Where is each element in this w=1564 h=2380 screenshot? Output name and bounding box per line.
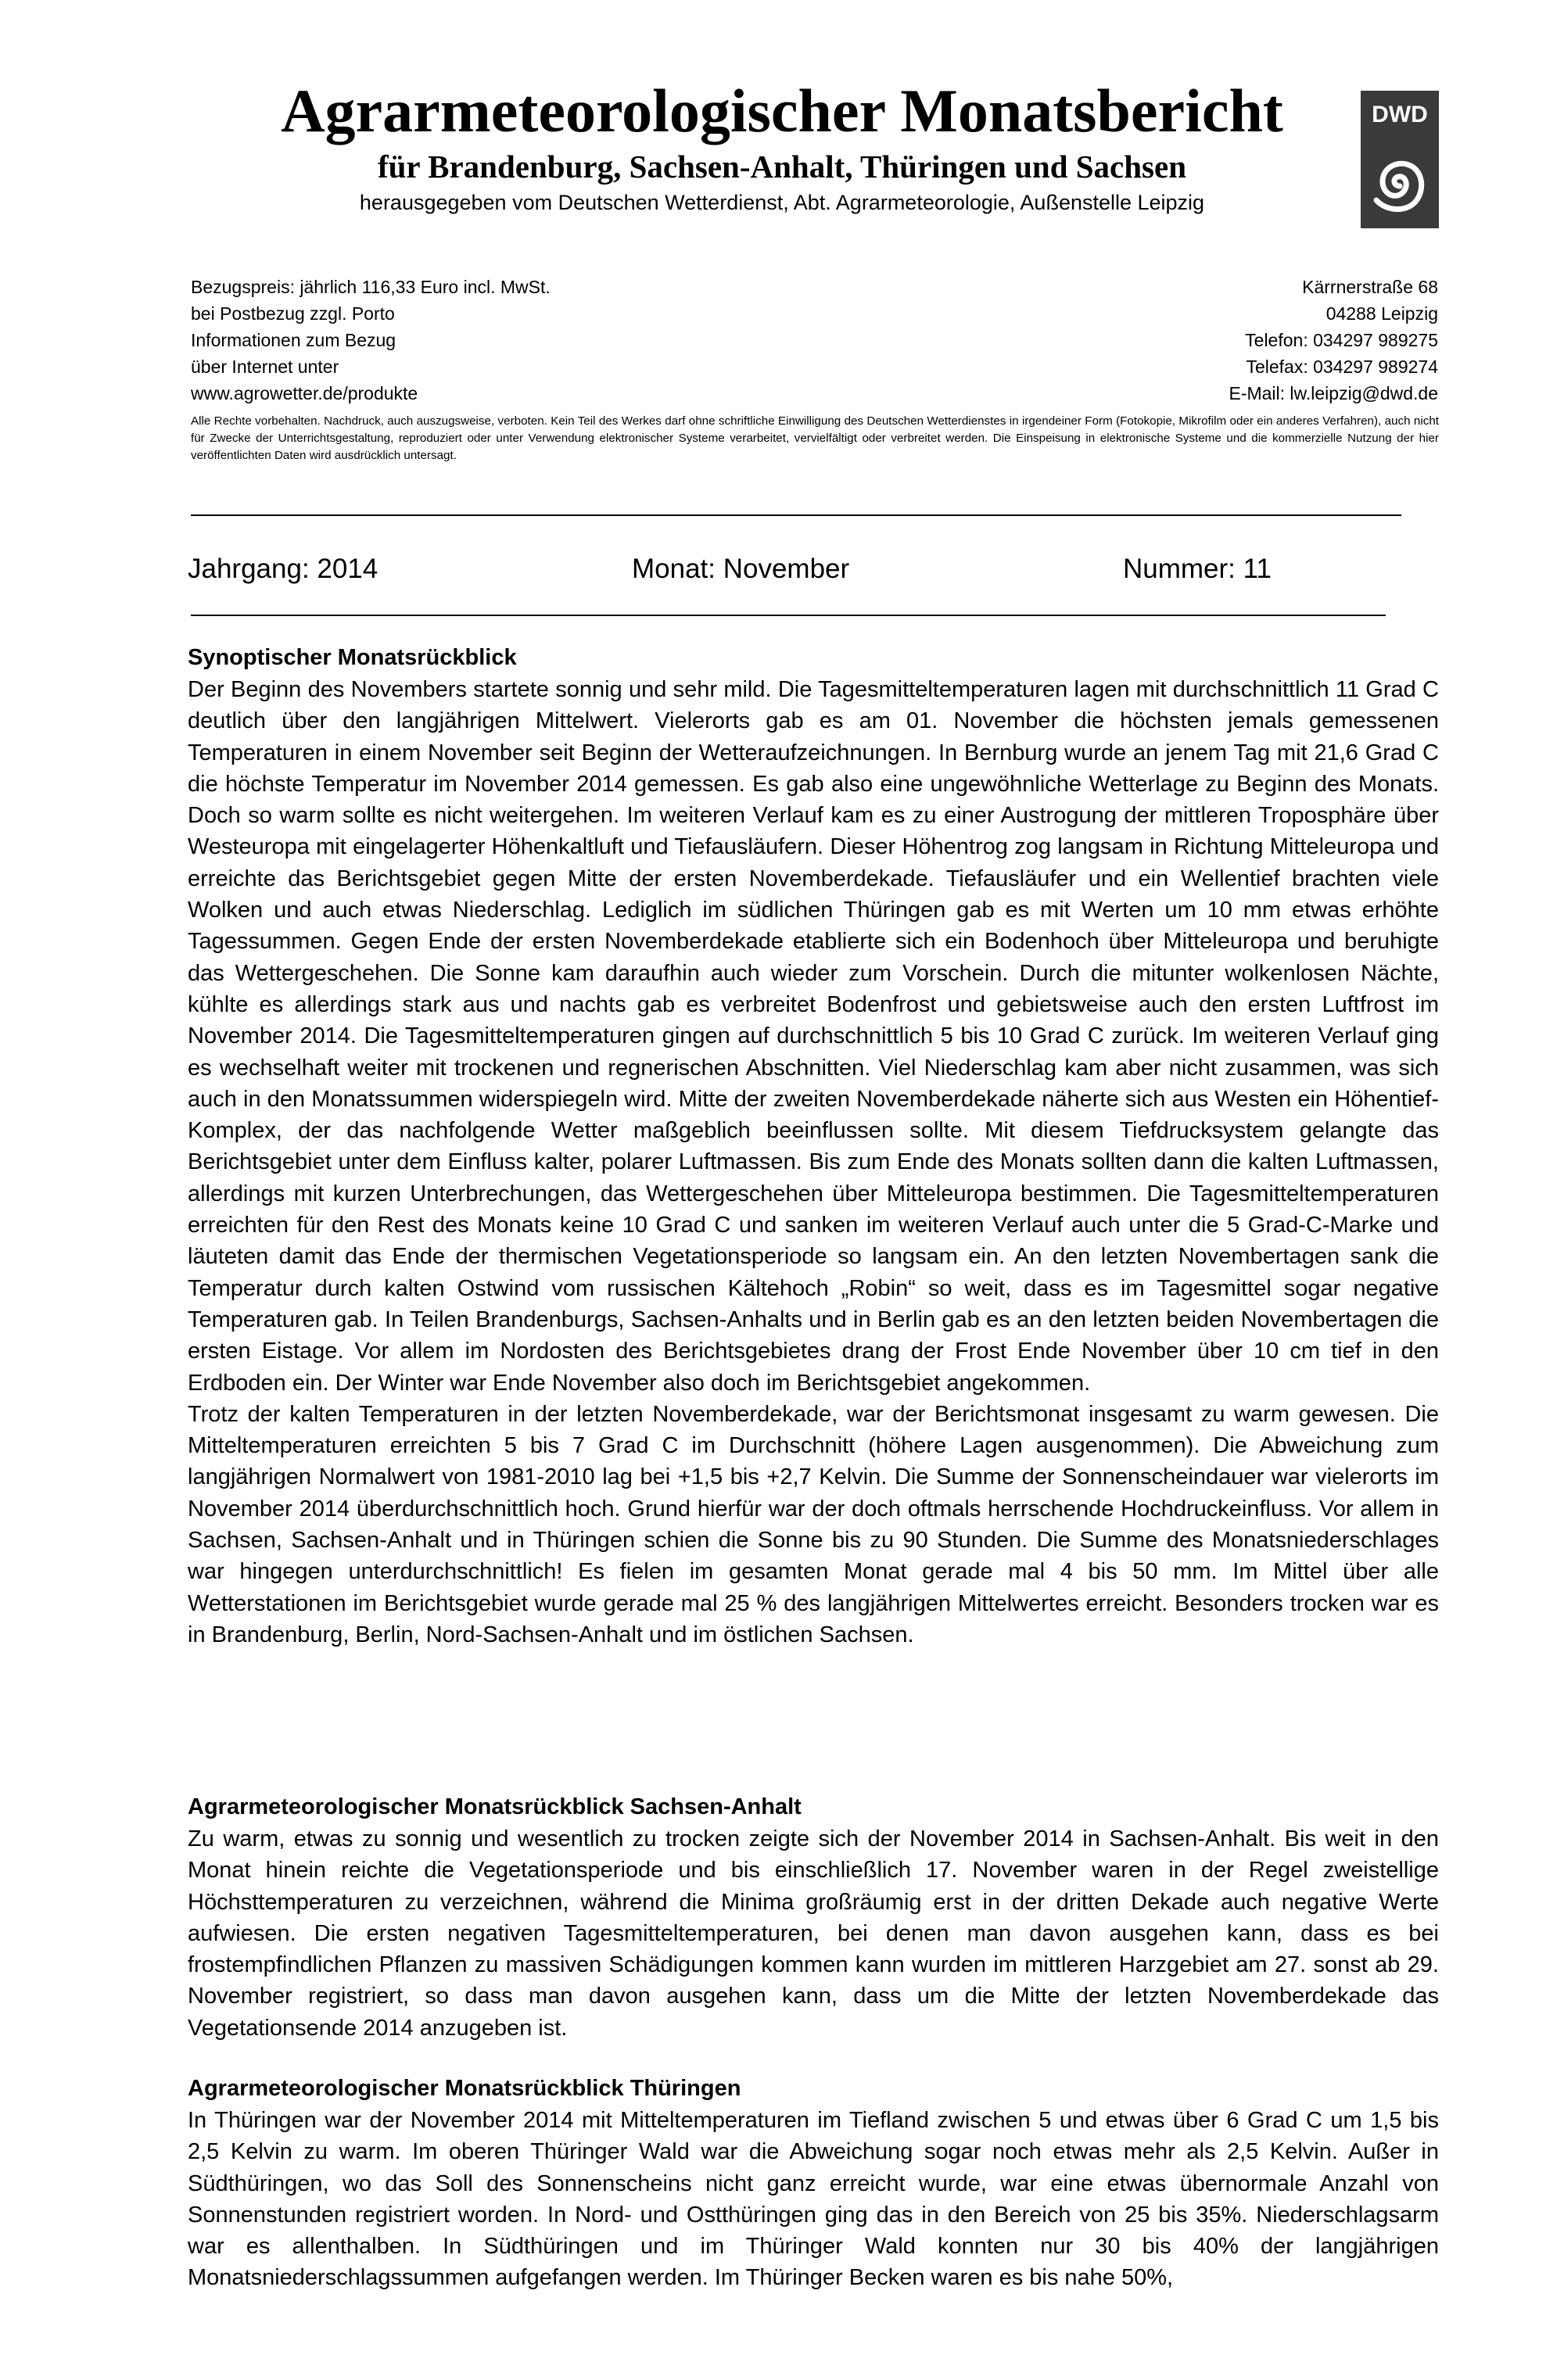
section-paragraph: In Thüringen war der November 2014 mit Mitteltemperaturen im Tiefland zwischen 5 und etwas über 6 Grad C um 1,5 bis 2,5 Kelvin zu warm. Im oberen Thüringer Wald war die Abweichung sogar noch etwas mehr als 2,5 Kelvin. Außer in Südthüringen, wo das Soll des Sonnenscheins nicht ganz erreicht wurde, war eine etwas übernormale Anzahl von Sonnenstunden registriert worden. In Nord- und Ostthüringen ging das in den Bereich von 25 bis 35%. Niederschlagsarm war es allenthalben. In Südthüringen und im Thüringer Wald konnten nur 30 bis 40% der langjährigen Monatsniederschlagssummen aufgefangen werden. Im Thüringer Becken waren es bis nahe 50%, xyxy=(188,2108,1439,2291)
website-link[interactable]: www.agrowetter.de/produkte xyxy=(191,383,418,403)
pricing-info xyxy=(191,274,738,407)
section-paragraph: Zu warm, etwas zu sonnig und wesentlich zu trocken zeigte sich der November 2014 in Sachsen-Anhalt. Bis weit in den Monat hinein reichte die Vegetationsperiode und bis einschließlich 17. November waren in der Regel zweistellige Höchsttemperaturen zu verzeichnen, während die Minima großräumig erst in der dritten Dekade auch negative Werte aufwiesen. Die ersten negativen Tagesmitteltemperaturen, bei denen man davon ausgehen kann, dass es bei frostempfindlichen Pflanzen zu massiven Schädigungen kommen kann wurden im mittleren Harzgebiet am 27. sonst ab 29. November registriert, so dass man davon ausgehen kann, dass um die Mitte der letzten Novemberdekade das Vegetationsende 2014 anzugeben ist. xyxy=(188,1826,1439,2041)
report-subtitle: für Brandenburg, Sachsen-Anhalt, Thüringen und Sachsen xyxy=(377,149,1187,185)
section-sachsen-anhalt xyxy=(188,1790,1439,2044)
section-heading: Synoptischer Monatsrückblick xyxy=(188,645,517,670)
issue-number: Nummer: 11 xyxy=(1123,554,1272,584)
contact-address xyxy=(1017,274,1438,407)
address-city: 04288 Leipzig xyxy=(1325,303,1438,324)
section-paragraph: Der Beginn des Novembers startete sonnig und sehr mild. Die Tagesmitteltemperaturen lagen mit durchschnittlich 11 Grad C deutlich über den langjährigen Mittelwert. Vielerorts gab es am 01. November die höchsten jemals gemessenen Temperaturen in einem November seit Beginn der Wetteraufzeichnungen. In Bernburg wurde an jenem Tag mit 21,6 Grad C die höchste Temperatur im November 2014 gemessen. Es gab also eine ungewöhnliche Wetterlage zu Beginn des Monats. Doch so warm sollte es nicht weitergehen. Im weiteren Verlauf kam es zu einer Austrogung der mittleren Troposphäre über Westeuropa mit eingelagerter Höhenkaltluft und Tiefausläufern. Dieser Höhentrog zog langsam in Richtung Mitteleuropa und erreichte das Berichtsgebiet gegen Mitte der ersten Novemberdekade. Tiefausläufer und ein Wellentief brachten viele Wolken und auch etwas Niederschlag. Lediglich im südlichen Thüringen gab es mit Werten um 10 mm etwas erhöhte Tagessummen. Gegen Ende der ersten Novemberdekade etablierte sich ein Bodenhoch über Mitteleuropa und beruhigte das Wettergeschehen. Die Sonne kam daraufhin auch wieder zum Vorschein. Durch die mitunter wolkenlosen Nächte, kühlte es allerdings stark aus und nachts gab es verbreitet Bodenfrost und gebietsweise auch den ersten Luftfrost im November 2014. Die Tagesmitteltemperaturen gingen auf durchschnittlich 5 bis 10 Grad C zurück. Im weiteren Verlauf ging es wechselhaft weiter mit trockenen und regnerischen Abschnitten. Viel Niederschlag kam aber nicht zusammen, was sich auch in den Monatssummen widerspiegeln wird. Mitte der zweiten Novemberdekade näherte sich aus Westen ein Höhentief-Komplex, der das nachfolgende Wetter maßgeblich beeinflussen sollte. Mit diesem Tiefdrucksystem gelangte das Berichtsgebiet unter dem Einfluss kalter, polarer Luftmassen. Bis zum Ende des Monats sollten dann die kalten Luftmassen, allerdings mit kurzen Unterbrechungen, das Wettergeschehen über Mitteleuropa bestimmen. Die Tagesmitteltemperaturen erreichten für den Rest des Monats keine 10 Grad C und sanken im weiteren Verlauf auch unter die 5 Grad-C-Marke und läuteten damit das Ende der thermischen Vegetationsperiode so langsam ein. An den letzten Novembertagen sank die Temperatur durch kalten Ostwind vom russischen Kältehoch „Robin“ so weit, dass es im Tagesmittel sogar negative Temperaturen gab. In Teilen Brandenburgs, Sachsen-Anhalts und in Berlin gab es an den letzten beiden Novembertagen die ersten Eistage. Vor allem im Nordosten des Berichtsgebietes drang der Frost Ende November über 10 cm tief in den Erdboden ein. Der Winter war Ende November also doch im Berichtsgebiet angekommen. xyxy=(188,677,1439,1396)
section-paragraph: Trotz der kalten Temperaturen in der letzten Novemberdekade, war der Berichtsmonat insgesamt zu warm gewesen. Die Mitteltemperaturen erreichten 5 bis 7 Grad C im Durchschnitt (höhere Lagen ausgenommen). Die Abweichung zum langjährigen Normalwert von 1981-2010 lag bei +1,5 bis +2,7 Kelvin. Die Summe der Sonnenscheindauer war vielerorts im November 2014 überdurchschnittlich hoch. Grund hierfür war der doch oftmals herrschende Hochdruckeinfluss. Vor allem in Sachsen, Sachsen-Anhalt und in Thüringen schien die Sonne bis zu 90 Stunden. Die Summe des Monatsniederschlages war hingegen unterdurchschnittlich! Es fielen im gesamten Monat gerade mal 4 bis 50 mm. Im Mittel über alle Wetterstationen im Berichtsgebiet wurde gerade mal 25 % des langjährigen Mittelwertes erreicht. Besonders trocken war es in Brandenburg, Berlin, Nord-Sachsen-Anhalt und im östlichen Sachsen. xyxy=(188,1401,1439,1647)
pricing-line: Bezugspreis: jährlich 116,33 Euro incl. MwSt. xyxy=(191,277,551,297)
issue-month: Monat: November xyxy=(632,554,850,584)
volume-year: Jahrgang: 2014 xyxy=(188,554,378,584)
logo-text: DWD xyxy=(1372,102,1428,127)
divider-top xyxy=(191,514,1401,516)
section-synoptic xyxy=(188,641,1439,1651)
email-link[interactable]: E-Mail: lw.leipzig@dwd.de xyxy=(1229,383,1438,403)
report-title: Agrarmeteorologischer Monatsbericht xyxy=(281,77,1283,145)
address-street: Kärrnerstraße 68 xyxy=(1302,277,1438,297)
section-heading: Agrarmeteorologischer Monatsrückblick Thüringen xyxy=(188,2076,741,2101)
address-phone: Telefon: 034297 989275 xyxy=(1245,330,1438,350)
section-thueringen xyxy=(188,2072,1439,2294)
pricing-line: über Internet unter xyxy=(191,357,339,377)
dwd-logo xyxy=(1361,91,1439,228)
pricing-line: Informationen zum Bezug xyxy=(191,330,396,350)
pricing-line: bei Postbezug zzgl. Porto xyxy=(191,303,395,324)
publisher-line: herausgegeben vom Deutschen Wetterdienst, Abt. Agrarmeteorologie, Außenstelle Leipzig xyxy=(359,191,1205,214)
copyright-notice: Alle Rechte vorbehalten. Nachdruck, auch auszugsweise, verboten. Kein Teil des Werkes darf ohne schriftliche Einwilligung des Deutschen Wetterdienstes in irgendeiner Form (Fotokopie, Mikrofilm oder ein anderes Verfahren), auch nicht für Zwecke der Unterrichtsgestaltung, reproduziert oder unter Verwendung elektronischer Systeme verarbeitet, vervielfältigt oder verbreitet werden. Die Einspeisung in elektronische Systeme und die kommerzielle Nutzung der hier veröffentlichten Daten wird ausdrücklich untersagt. xyxy=(191,414,1439,462)
address-fax: Telefax: 034297 989274 xyxy=(1246,357,1438,377)
section-heading: Agrarmeteorologischer Monatsrückblick Sachsen-Anhalt xyxy=(188,1794,802,1819)
divider-bottom xyxy=(191,615,1386,616)
